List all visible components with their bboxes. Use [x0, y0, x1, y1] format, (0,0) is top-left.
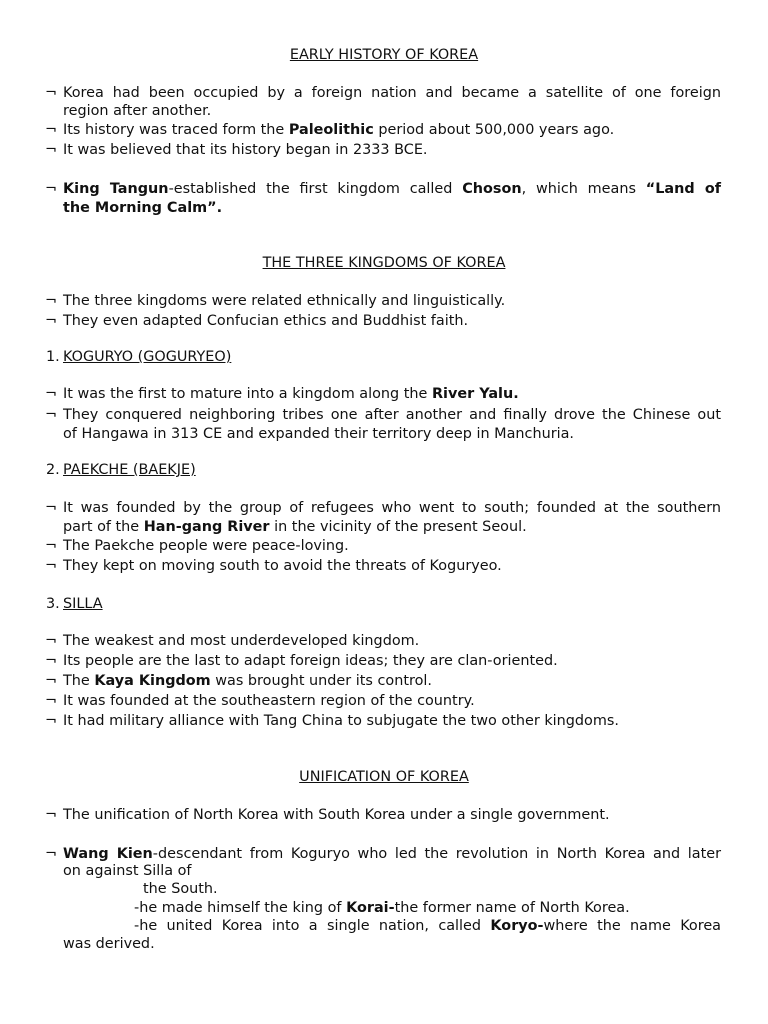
heading-three-kingdoms: THE THREE KINGDOMS OF KOREA [262, 255, 506, 271]
early-bullet-2 [63, 121, 614, 139]
bold-term: Koryo- [490, 918, 544, 934]
bold-term: Wang Kien [63, 846, 153, 862]
silla-bullet-2: Its people are the last to adapt foreign ideas; they are clan-oriented. [63, 653, 558, 669]
silla-bullet-4: It was founded at the southeastern region of the country. [63, 693, 475, 709]
bullet-mark: ¬ [45, 85, 58, 101]
section-number: 2. [46, 462, 60, 478]
text: was brought under its control. [210, 673, 432, 689]
bullet-mark: ¬ [45, 673, 58, 689]
bullet-mark: ¬ [45, 181, 58, 197]
unification-subpoint-2-line-1 [134, 917, 721, 935]
text: -descendant from Koguryo who led the revolution in North Korea and later [152, 846, 721, 862]
subheading-silla: SILLA [63, 596, 103, 612]
bullet-mark: ¬ [45, 407, 58, 423]
paekche-bullet-3: They kept on moving south to avoid the threats of Koguryeo. [63, 558, 502, 574]
three-bullet-1: The three kingdoms were related ethnically and linguistically. [63, 293, 506, 309]
text: It was the first to mature into a kingdom along the [63, 386, 432, 402]
early-bullet-3: It was believed that its history began in 2333 BCE. [63, 142, 428, 158]
bullet-mark: ¬ [45, 558, 58, 574]
paekche-bullet-2: The Paekche people were peace-loving. [63, 538, 349, 554]
bullet-mark: ¬ [45, 500, 58, 516]
three-bullet-2: They even adapted Confucian ethics and Buddhist faith. [63, 313, 469, 329]
koguryo-bullet-1 [63, 385, 519, 403]
unification-subpoint-2-line-2: was derived. [63, 936, 155, 952]
subheading-koguryo: KOGURYO (GOGURYEO) [63, 349, 232, 365]
bold-term: Paleolithic [288, 122, 374, 138]
text: Its history was traced form the [63, 122, 289, 138]
text: -he made himself the king of [134, 900, 347, 916]
text: -he united Korea into a single nation, called [134, 918, 491, 934]
early-bullet-1-line-1: Korea had been occupied by a foreign nation and became a satellite of one foreign [63, 85, 721, 101]
section-number: 1. [46, 349, 60, 365]
bullet-mark: ¬ [45, 653, 58, 669]
unification-bullet-2-line-1 [63, 845, 721, 863]
bold-term: River Yalu. [431, 386, 519, 402]
early-bullet-4-line-1 [63, 180, 721, 198]
text: , which means [521, 181, 646, 197]
bullet-mark: ¬ [45, 693, 58, 709]
bullet-mark: ¬ [45, 142, 58, 158]
koguryo-bullet-2-line-1: They conquered neighboring tribes one after another and finally drove the Chinese out [63, 407, 721, 423]
bullet-mark: ¬ [45, 313, 58, 329]
unification-bullet-2-line-3: the South. [143, 881, 218, 897]
paekche-bullet-1-line-2 [63, 518, 527, 536]
bullet-mark: ¬ [45, 538, 58, 554]
koguryo-bullet-2-line-2: of Hangawa in 313 CE and expanded their territory deep in Manchuria. [63, 426, 575, 442]
text: -established the first kingdom called [168, 181, 463, 197]
bold-term: “Land of [645, 181, 721, 197]
bold-term: Korai- [346, 900, 395, 916]
subheading-paekche: PAEKCHE (BAEKJE) [63, 462, 196, 478]
bullet-mark: ¬ [45, 807, 58, 823]
silla-bullet-3 [63, 672, 432, 690]
bullet-mark: ¬ [45, 633, 58, 649]
unification-bullet-2-line-2: on against Silla of [63, 863, 192, 879]
heading-unification: UNIFICATION OF KOREA [299, 769, 469, 785]
bold-term: King Tangun [63, 181, 169, 197]
bold-term: Choson [462, 181, 522, 197]
bold-term: Han-gang River [143, 519, 270, 535]
bullet-mark: ¬ [45, 713, 58, 729]
heading-early-history: EARLY HISTORY OF KOREA [289, 47, 479, 63]
bullet-mark: ¬ [45, 386, 58, 402]
silla-bullet-1: The weakest and most underdeveloped kingdom. [63, 633, 420, 649]
unification-bullet-1: The unification of North Korea with South Korea under a single government. [63, 807, 610, 823]
bold-term: Kaya Kingdom [94, 673, 211, 689]
early-bullet-4-line-2 [63, 199, 222, 217]
silla-bullet-5: It had military alliance with Tang China to subjugate the two other kingdoms. [63, 713, 619, 729]
text: the former name of North Korea. [394, 900, 630, 916]
text: period about 500,000 years ago. [373, 122, 615, 138]
text: where the name Korea [543, 918, 721, 934]
bullet-mark: ¬ [45, 293, 58, 309]
text: part of the [63, 519, 144, 535]
bullet-mark: ¬ [45, 846, 58, 862]
early-bullet-1-line-2: region after another. [63, 103, 212, 119]
paekche-bullet-1-line-1: It was founded by the group of refugees who went to south; founded at the southern [63, 500, 721, 516]
text: The [63, 673, 95, 689]
bold-term: the Morning Calm”. [63, 200, 223, 216]
bullet-mark: ¬ [45, 122, 58, 138]
text: in the vicinity of the present Seoul. [269, 519, 527, 535]
unification-subpoint-1 [134, 899, 630, 917]
section-number: 3. [46, 596, 60, 612]
